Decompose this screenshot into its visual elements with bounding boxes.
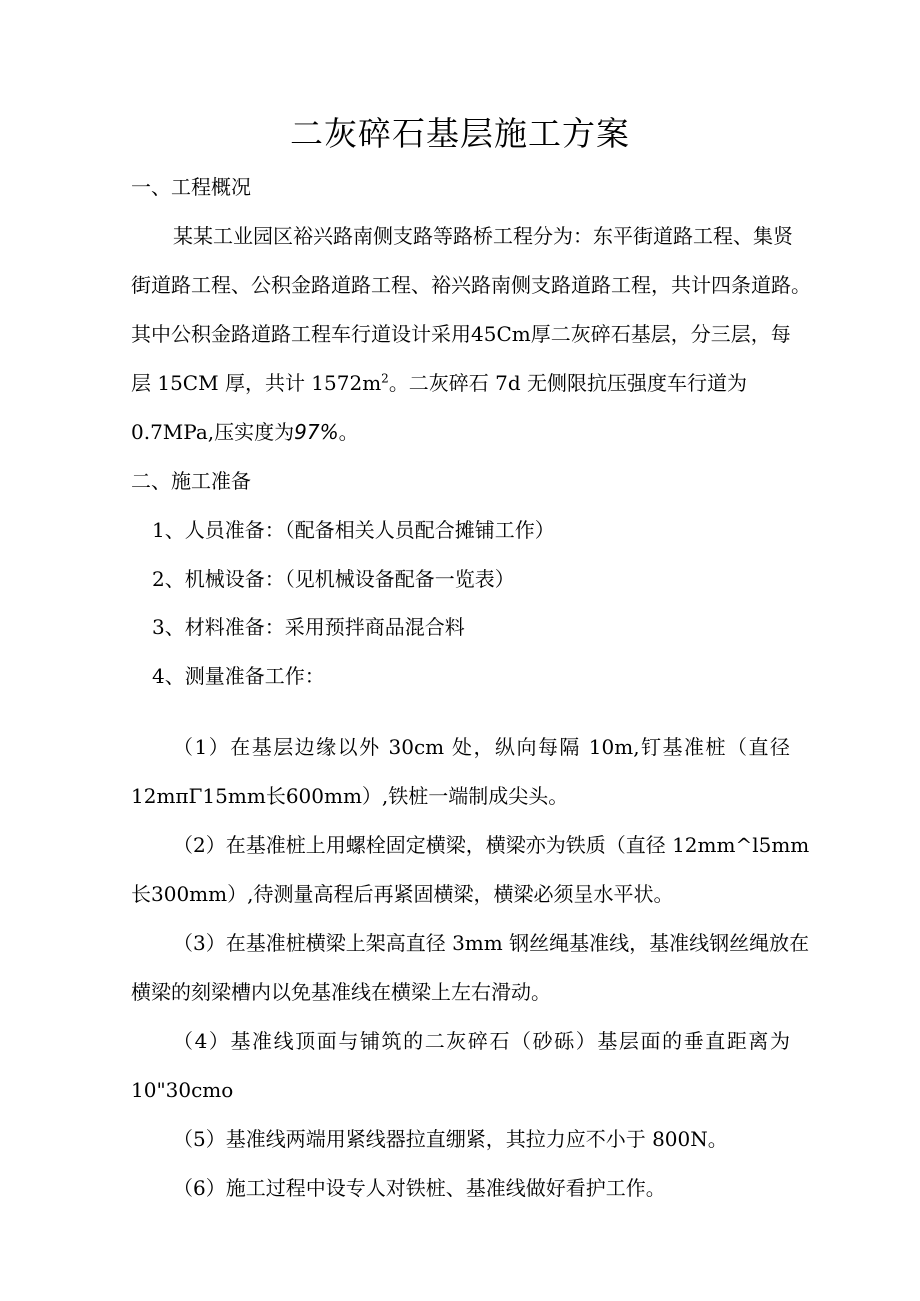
- overview-line-3: 其中公积金路道路工程车行道设计采用45Cm厚二灰碎石基层，分三层，每: [131, 322, 791, 346]
- step-4-line-2: 10"30cmo: [131, 1078, 234, 1102]
- overview-line-5-end: 。: [338, 420, 359, 444]
- step-4-line-1: （4）基准线顶面与铺筑的二灰碎石（砂砾）基层面的垂直距离为: [173, 1029, 790, 1053]
- step-3-line-2: 横梁的刻梁槽内以免基准线在横梁上左右滑动。: [131, 980, 551, 1004]
- prep-item-survey: 4、测量准备工作：: [152, 664, 325, 688]
- step-3-line-1: （3）在基准桩横梁上架高直径 3mm 钢丝绳基准线，基准线钢丝绳放在: [173, 931, 810, 955]
- section-heading-preparation: 二、施工准备: [131, 469, 251, 493]
- step-2-line-2: 长300mm）,待测量高程后再紧固横梁，横梁必须呈水平状。: [131, 882, 674, 906]
- overview-line-4-text: 层 15CM 厚，共计 1572m: [131, 371, 382, 395]
- prep-item-materials: 3、材料准备：采用预拌商品混合料: [152, 615, 465, 639]
- superscript-2: 2: [381, 371, 389, 386]
- overview-line-4: [131, 370, 747, 396]
- overview-line-1: 某某工业园区裕兴路南侧支路等路桥工程分为：东平街道路工程、集贤: [173, 224, 793, 248]
- prep-item-personnel: 1、人员准备：（配备相关人员配合摊铺工作）: [152, 518, 555, 542]
- step-5: （5）基准线两端用紧线器拉直绷紧，其拉力应不小于 800N。: [173, 1127, 728, 1151]
- step-1-line-2: 12mπΓ15mm长600mm）,铁桩一端制成尖头。: [131, 784, 569, 808]
- step-1-line-1: （1）在基层边缘以外 30cm 处，纵向每隔 10m,钉基准桩（直径: [173, 735, 790, 759]
- compaction-value: 97%: [294, 420, 339, 444]
- step-6: （6）施工过程中设专人对铁桩、基准线做好看护工作。: [173, 1176, 666, 1200]
- section-heading-overview: 一、工程概况: [131, 175, 251, 199]
- step-2-line-1: （2）在基准桩上用螺栓固定横梁，横梁亦为铁质（直径 12mm^l5mm: [173, 833, 810, 857]
- overview-line-4-rest: 。二灰碎石 7d 无侧限抗压强度车行道为: [388, 371, 748, 395]
- overview-line-2: 街道路工程、公积金路道路工程、裕兴路南侧支路道路工程，共计四条道路。: [131, 273, 811, 297]
- overview-line-5: [131, 419, 359, 445]
- prep-item-machinery: 2、机械设备：（见机械设备配备一览表）: [152, 567, 515, 591]
- document-title: 二灰碎石基层施工方案: [290, 114, 630, 153]
- overview-line-5-text: 0.7MPa,压实度为: [131, 420, 295, 444]
